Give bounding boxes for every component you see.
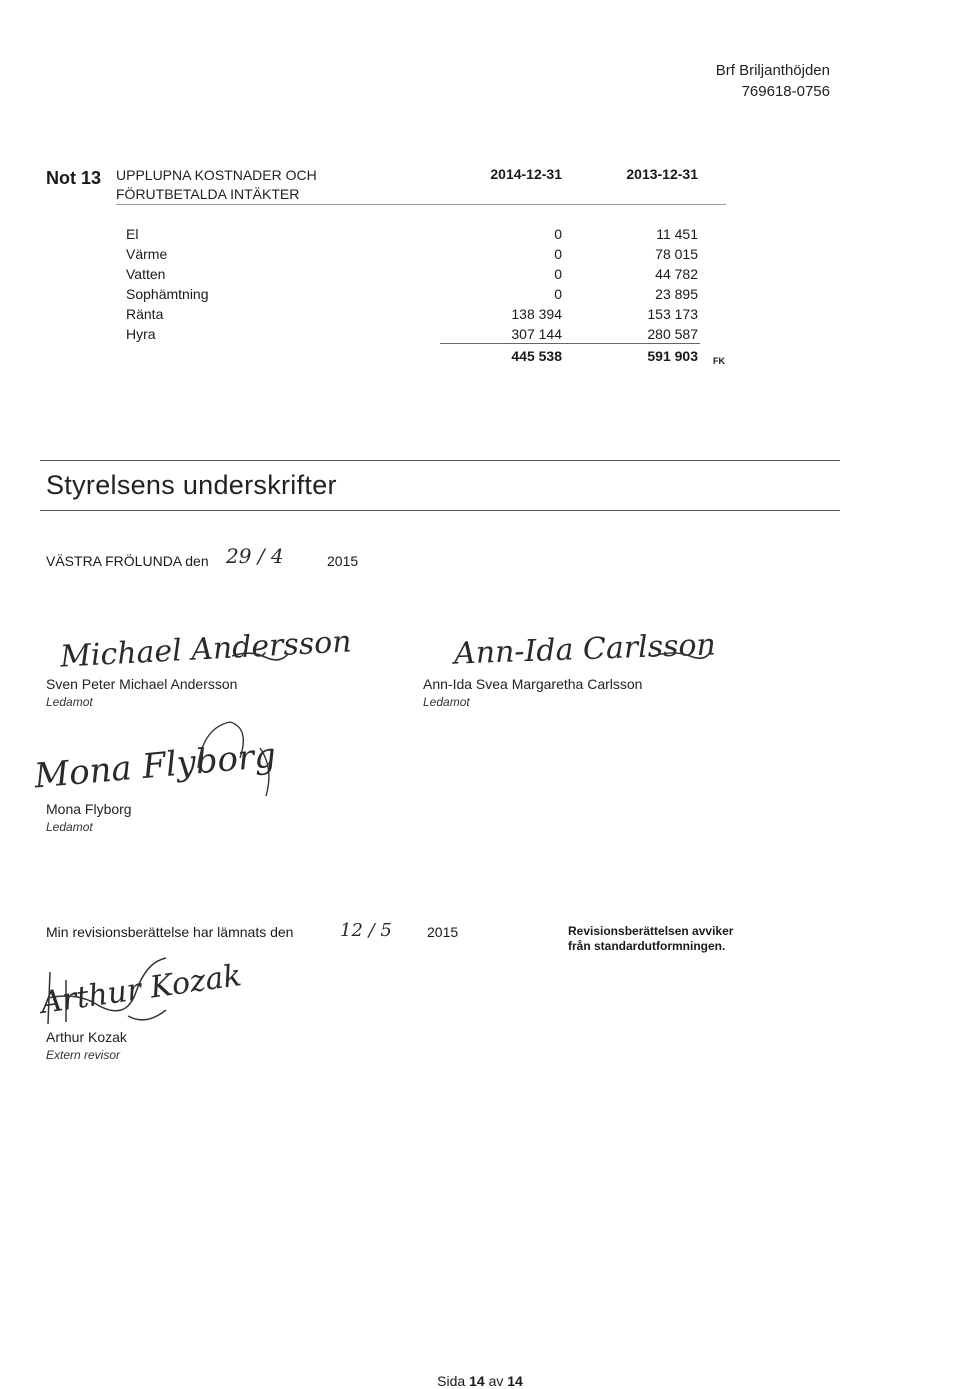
footer-total-pages: 14 bbox=[507, 1373, 523, 1389]
handwritten-date: 29 / 4 bbox=[226, 544, 284, 568]
note-table bbox=[126, 224, 700, 366]
row-label: Sophämtning bbox=[126, 286, 209, 302]
total-label bbox=[126, 346, 442, 366]
row-value-2014: 307 144 bbox=[511, 326, 562, 342]
section-heading: Styrelsens underskrifter bbox=[46, 470, 337, 500]
auditor-signature-handwriting: Arthur Kozak bbox=[38, 958, 244, 1021]
table-row bbox=[126, 324, 700, 344]
signature-handwriting: Mona Flyborg bbox=[32, 735, 278, 797]
row-value-2013: 153 173 bbox=[647, 306, 698, 322]
note-label: Not 13 bbox=[46, 168, 102, 188]
row-value-2013: 280 587 bbox=[647, 326, 698, 342]
row-value-2013: 78 015 bbox=[655, 246, 698, 262]
signature-flourish-3 bbox=[190, 718, 280, 802]
signature-handwriting: Ann-Ida Carlsson bbox=[453, 627, 717, 672]
row-label: El bbox=[126, 226, 139, 242]
auditor-statement: Min revisionsberättelse har lämnats den bbox=[46, 924, 294, 940]
row-label: Ränta bbox=[126, 306, 164, 322]
note-header-divider bbox=[116, 204, 726, 205]
section-divider-bottom bbox=[40, 510, 840, 511]
signatory-name: Mona Flyborg bbox=[46, 801, 132, 817]
footer-prefix: Sida bbox=[437, 1373, 466, 1389]
signatory-name: Ann-Ida Svea Margaretha Carlsson bbox=[423, 676, 643, 692]
total-2013: 591 903 bbox=[647, 348, 698, 364]
signatory-role: Ledamot bbox=[423, 695, 470, 709]
total-2014: 445 538 bbox=[511, 348, 562, 364]
signatory-role: Ledamot bbox=[46, 695, 93, 709]
table-row bbox=[126, 224, 700, 244]
table-row bbox=[126, 264, 700, 284]
footer-middle: av bbox=[488, 1373, 504, 1389]
table-total-row bbox=[126, 346, 700, 366]
organization-number: 769618-0756 bbox=[741, 83, 830, 100]
signatory-role: Ledamot bbox=[46, 820, 93, 834]
auditor-stamp bbox=[568, 924, 733, 954]
section-divider-top bbox=[40, 460, 840, 461]
sum-divider bbox=[440, 343, 700, 344]
page-footer bbox=[0, 1373, 960, 1389]
auditor-year: 2015 bbox=[427, 924, 459, 940]
table-row bbox=[126, 284, 700, 304]
row-label: Vatten bbox=[126, 266, 166, 282]
signature-flourish-2 bbox=[650, 646, 712, 662]
signature-flourish-1 bbox=[230, 648, 290, 662]
row-value-2014: 0 bbox=[554, 246, 562, 262]
organization-name: Brf Briljanthöjden bbox=[715, 62, 830, 79]
auditor-name: Arthur Kozak bbox=[46, 1029, 127, 1045]
row-value-2014: 0 bbox=[554, 266, 562, 282]
row-label: Värme bbox=[126, 246, 168, 262]
signatory-name: Sven Peter Michael Andersson bbox=[46, 676, 238, 692]
row-value-2013: 11 451 bbox=[656, 226, 698, 242]
signature-handwriting: Michael Andersson bbox=[59, 624, 353, 675]
auditor-stamp-line2: från standardutformningen. bbox=[568, 939, 726, 953]
row-label: Hyra bbox=[126, 326, 156, 342]
note-title-line1: UPPLUPNA KOSTNADER OCH bbox=[116, 167, 317, 183]
note-title bbox=[116, 166, 317, 204]
column-header-2013: 2013-12-31 bbox=[626, 166, 698, 182]
auditor-signature-flourish bbox=[36, 952, 176, 1032]
column-header-2014: 2014-12-31 bbox=[490, 166, 562, 182]
auditor-stamp-line1: Revisionsberättelsen avviker bbox=[568, 924, 734, 938]
signature-year: 2015 bbox=[327, 553, 359, 569]
auditor-role: Extern revisor bbox=[46, 1048, 121, 1062]
row-value-2013: 44 782 bbox=[655, 266, 698, 282]
row-value-2014: 0 bbox=[554, 226, 562, 242]
organization-header bbox=[716, 60, 830, 102]
initials-mark: FK bbox=[713, 356, 725, 366]
table-row bbox=[126, 244, 700, 264]
note-title-line2: FÖRUTBETALDA INTÄKTER bbox=[116, 186, 300, 202]
table-row bbox=[126, 304, 700, 324]
place-date-prefix: VÄSTRA FRÖLUNDA den bbox=[46, 553, 209, 569]
auditor-handwritten-date: 12 / 5 bbox=[340, 920, 392, 941]
row-value-2014: 138 394 bbox=[511, 306, 562, 322]
row-value-2013: 23 895 bbox=[655, 286, 698, 302]
row-value-2014: 0 bbox=[554, 286, 562, 302]
footer-page-number: 14 bbox=[469, 1373, 485, 1389]
